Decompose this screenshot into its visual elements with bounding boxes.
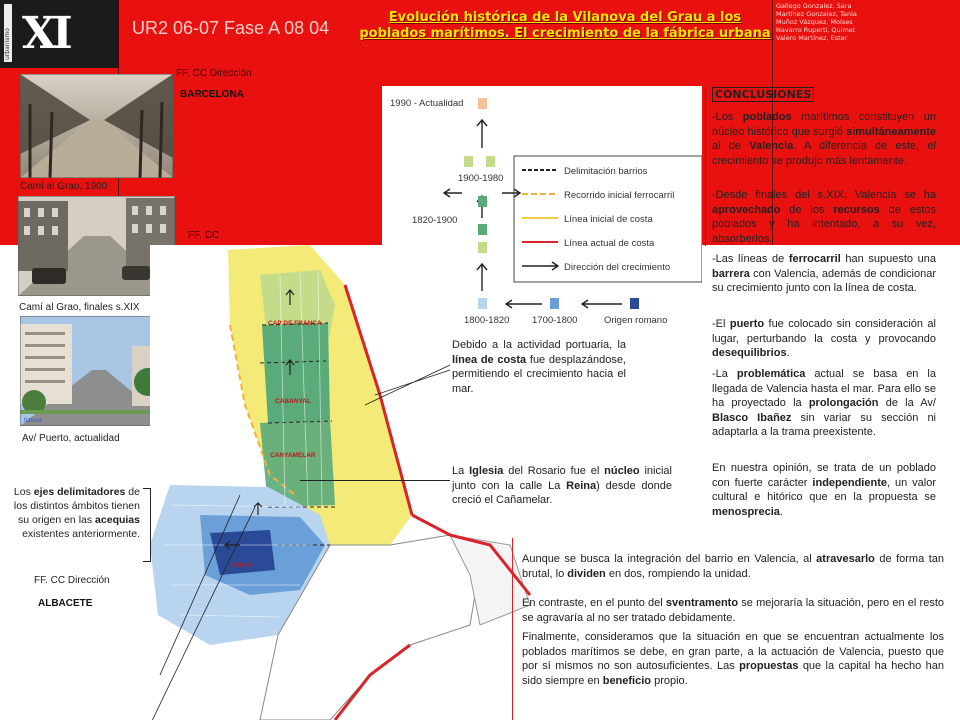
- rail-label: FF. CC Dirección: [34, 575, 110, 586]
- author-name: Navarro Ruperti, Quimet: [776, 26, 856, 34]
- text-bold: aprovechado: [712, 203, 781, 216]
- logo-side-text: urbanismo: [4, 28, 11, 60]
- column-divider: [512, 538, 513, 720]
- text-bold: atravesarlo: [816, 553, 875, 565]
- annotation-costa: [452, 338, 626, 396]
- text-bold: dividen: [567, 567, 606, 580]
- author-name: Gallego Gonzalez, Sara: [776, 2, 852, 10]
- map-label: CANYAMELAR: [270, 452, 316, 459]
- conclusion-paragraph: [712, 461, 936, 519]
- legend-item: Línea actual de costa: [564, 238, 655, 249]
- text-run: ) desde donde creció el Cañamelar.: [452, 479, 672, 506]
- text-run: actual se basa en la llegada de Valencia hasta el mar. Para ello se ha proyectado la: [712, 368, 936, 409]
- svg-text:fotovia: fotovia: [24, 418, 42, 424]
- photo-caption: Av/ Puerto, actualidad: [22, 433, 120, 444]
- text-run: . A diferencia de este, el crecimiento se produjo más lentamente.: [712, 140, 936, 167]
- text-bold: desequilibrios: [712, 347, 787, 359]
- conclusion-paragraph: [712, 252, 936, 296]
- text-bold: acequias: [95, 514, 140, 526]
- text-run: al de: [712, 140, 750, 152]
- text-run: .: [779, 505, 783, 518]
- title-line: Evolución histórica de la Vilanova del Grau a los: [388, 10, 742, 25]
- text-run: fue desplazándose, permitiendo el crecimiento hacia el mar.: [452, 353, 626, 395]
- title-line: poblados marítimos. El crecimiento de la fábrica urbana: [359, 26, 771, 41]
- text-bold: recursos: [833, 203, 880, 216]
- text-run: -Desde finales del s.XIX, Valencia se ha: [712, 189, 936, 201]
- legend-swatch: [478, 98, 487, 109]
- text-run: .: [786, 347, 790, 359]
- legend-swatch: [478, 242, 487, 253]
- conclusions-heading: CONCLUSIONES: [712, 87, 814, 102]
- page-title: [356, 10, 774, 42]
- text-bold: barrera: [712, 267, 750, 280]
- text-run: inicial junto con la calle La: [452, 465, 672, 492]
- text-bold: beneficio: [602, 674, 652, 687]
- text-run: Aunque se busca la integración del barrio en Valencia, al: [522, 553, 817, 565]
- text-run: de los: [780, 203, 834, 216]
- text-bold: Reina: [566, 479, 597, 492]
- legend-period: 1700-1800: [532, 315, 578, 326]
- text-run: de forma tan brutal, lo: [522, 553, 944, 580]
- photo-caption: Camí al Grao, finales s.XIX: [19, 302, 140, 313]
- text-bold: Iglesia: [469, 465, 504, 477]
- logo-letters: XI: [22, 8, 69, 59]
- text-run: Debido a la actividad portuaria, la: [452, 339, 626, 351]
- text-bold: línea de costa: [452, 353, 527, 366]
- legend-swatch: [464, 156, 473, 167]
- photo-caption: Camí al Grao, 1900: [20, 181, 108, 192]
- rail-label: FF. CC: [188, 230, 220, 241]
- text-bold: puerto: [729, 318, 765, 330]
- text-run: que la capital ha hecho han sido siempre en: [522, 660, 944, 687]
- legend-swatch: [550, 298, 559, 309]
- text-bold: independiente: [812, 476, 887, 489]
- text-run: han supuesto una: [840, 253, 936, 265]
- author-name: Valero Martínez, Ester: [776, 34, 848, 42]
- bottom-paragraph: [522, 596, 944, 625]
- rail-label: FF. CC Dirección: [176, 68, 252, 79]
- conclusion-paragraph: [712, 110, 936, 168]
- text-run: existentes anteriormente.: [22, 528, 140, 540]
- text-bold: sventramento: [665, 597, 739, 609]
- legend-period: 1800-1820: [464, 315, 510, 326]
- legend-swatch: [478, 196, 487, 207]
- annotation-iglesia: [452, 464, 672, 508]
- map-label: CAP DE FRANCA: [268, 320, 322, 327]
- legend-item: Dirección del crecimiento: [564, 262, 671, 273]
- column-divider: [705, 86, 706, 246]
- legend-period: 1900-1980: [458, 173, 504, 184]
- text-run: En contraste, en el punto del: [522, 597, 666, 609]
- text-run: en dos, rompiendo la unidad.: [605, 567, 751, 580]
- rail-direction: BARCELONA: [180, 89, 244, 100]
- text-run: -El: [712, 318, 730, 330]
- text-run: -Los: [712, 111, 743, 123]
- text-run: -Las líneas de: [712, 253, 789, 265]
- text-run: marítimos constituyen un núcleo histórico que surgió: [712, 111, 936, 138]
- author-name: Martínez Gonzalez, Tania: [776, 10, 857, 18]
- conclusion-paragraph: [712, 367, 936, 440]
- text-run: fue colocado sin consideración al lugar, perturbando la costa y provocando: [712, 318, 936, 345]
- text-run: de la Av/: [878, 397, 936, 409]
- project-code: UR2 06-07 Fase A 08 04: [132, 18, 330, 38]
- legend-swatch: [486, 156, 495, 167]
- text-run: La: [452, 465, 470, 477]
- text-bold: ferrocarril: [788, 253, 841, 265]
- annotation-ejes: [8, 485, 140, 541]
- logo: [0, 0, 118, 68]
- text-run: con Valencia, además de condicionar su crecimiento junto con la línea de costa.: [712, 267, 936, 294]
- text-run: En nuestra opinión, se trata de un poblado con fuerte carácter: [712, 462, 936, 489]
- text-run: del Rosario fue el: [503, 465, 605, 477]
- text-bold: prolongación: [808, 397, 879, 409]
- bottom-paragraph: [522, 630, 944, 688]
- legend-swatch: [478, 224, 487, 235]
- map-label: GRAU: [232, 562, 252, 569]
- text-bold: poblados: [742, 111, 792, 123]
- legend-item: Recorrido inicial ferrocarril: [564, 190, 675, 201]
- text-bold: simultáneamente: [846, 125, 936, 138]
- rail-direction: ALBACETE: [38, 598, 93, 609]
- photo-cami-grao-1900: [20, 74, 173, 178]
- legend-period: Origen romano: [604, 315, 668, 326]
- text-bold: Blasco Ibañez: [712, 411, 792, 424]
- text-bold: ejes delimitadores: [33, 486, 126, 498]
- bottom-paragraph: [522, 552, 944, 581]
- legend-swatch: [478, 298, 487, 309]
- text-run: se mejoraría la situación, pero en el resto se agravaría al no ser tratado debidamente.: [522, 597, 944, 624]
- annotation-leader: [300, 480, 450, 481]
- text-bold: propuestas: [739, 660, 799, 672]
- annotation-bracket: [143, 488, 151, 562]
- text-bold: núcleo: [604, 465, 640, 477]
- legend-period: 1820-1900: [412, 215, 458, 226]
- text-bold: Valencia: [749, 140, 794, 152]
- map-legend: [382, 86, 702, 328]
- author-name: Muñoz Vázquez, Moíses: [776, 18, 853, 26]
- text-bold: problemática: [736, 368, 806, 380]
- text-run: -La: [712, 368, 737, 380]
- map-label: CABANYAL: [275, 398, 311, 405]
- text-run: Los: [13, 486, 34, 498]
- conclusion-paragraph: [712, 317, 936, 361]
- text-run: de los distintos ámbitos tienen su origen en las: [13, 486, 140, 526]
- text-run: , un valor cultural e hitórico que en la propuesta se: [712, 476, 936, 503]
- legend-item: Línea inicial de costa: [564, 214, 653, 225]
- text-bold: menosprecia: [712, 505, 780, 518]
- text-run: de estos poblados y ha intentado, a su vez, absorberlos.: [712, 203, 936, 245]
- legend-swatch: [630, 298, 639, 309]
- text-run: Finalmente, consideramos que la situación en que se encuentran actualmente los poblados marítimos se debe, en gran parte, a la actuación de Valencia, puesto que por sí mismos no son autosuficientes. Las: [522, 631, 944, 672]
- text-run: sin variar su sección ni adaptarla a la trama preexistente.: [712, 411, 937, 438]
- legend-item: Delimitación barrios: [564, 166, 648, 177]
- text-run: propio.: [651, 674, 688, 687]
- conclusion-paragraph: [712, 188, 936, 246]
- legend-period: 1990 - Actualidad: [390, 98, 464, 109]
